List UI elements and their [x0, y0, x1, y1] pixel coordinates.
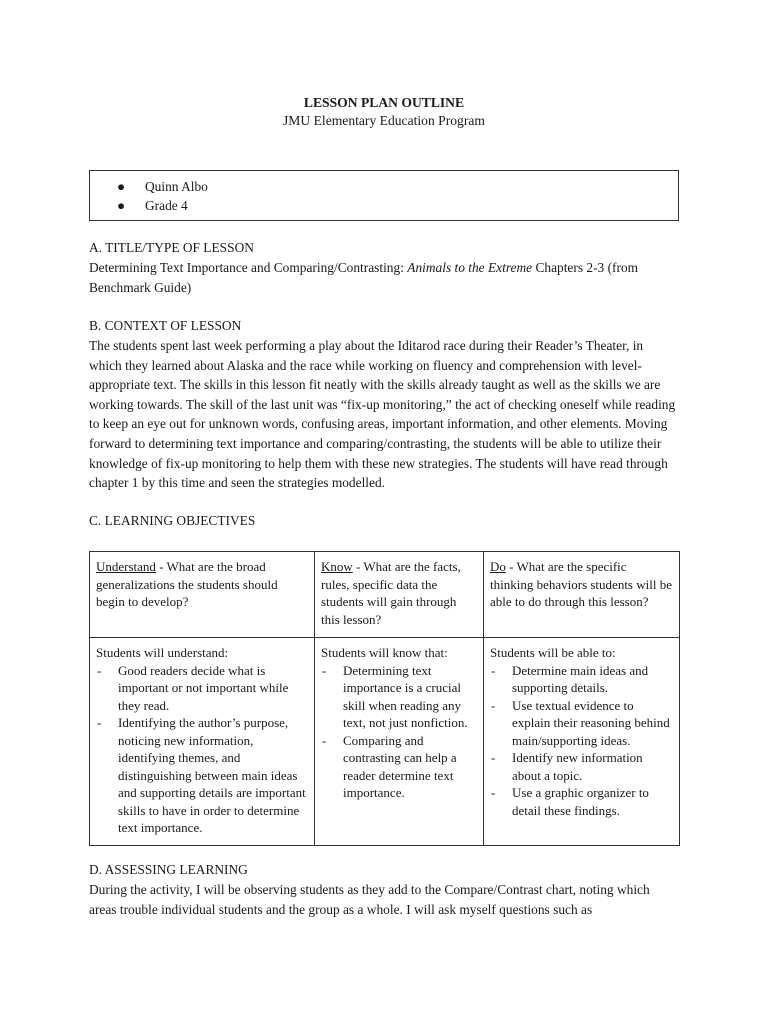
list-item [321, 732, 477, 802]
bullet-icon: ● [117, 179, 126, 194]
dash-icon: - [491, 697, 496, 713]
column-label: Know [321, 559, 353, 574]
list-item [490, 749, 673, 784]
list-item [96, 714, 308, 837]
section-body [89, 258, 679, 297]
info-item-grade [117, 196, 208, 215]
list-item [490, 784, 673, 819]
section-body: During the activity, I will be observing students as they add to the Compare/Contrast chart, noting which areas trouble individual students and the group as a whole. I will ask myself questions such as [89, 882, 650, 917]
list-item [321, 662, 477, 732]
section-heading: C. LEARNING OBJECTIVES [89, 513, 256, 528]
section-title-type [89, 238, 679, 297]
dash-icon: - [322, 662, 327, 678]
bullet-icon: ● [117, 198, 126, 213]
column-label: Understand [96, 559, 156, 574]
header-cell-know [315, 552, 484, 638]
info-item-text: Grade 4 [145, 198, 188, 213]
info-box [89, 170, 679, 221]
column-label: Do [490, 559, 506, 574]
column-question: - What are the broad generalizations the students should begin to develop? [96, 559, 278, 609]
cell-intro: Students will understand: [96, 645, 229, 660]
dash-icon: - [97, 662, 102, 678]
info-item-name [117, 177, 208, 196]
objectives-header-row [90, 552, 680, 638]
section-assessing [89, 860, 679, 919]
objective-list [490, 662, 673, 820]
list-item [490, 662, 673, 697]
list-item-text: Identifying the author’s purpose, noticing new information, identifying themes, and distinguishing between main ideas and supporting details are important skills to have in order to determine text importance. [118, 715, 306, 835]
section-heading: D. ASSESSING LEARNING [89, 862, 248, 877]
info-item-text: Quinn Albo [145, 179, 208, 194]
body-cell-understand [90, 638, 315, 846]
body-cell-do [484, 638, 680, 846]
list-item-text: Use a graphic organizer to detail these findings. [512, 785, 649, 818]
cell-intro: Students will know that: [321, 645, 448, 660]
objective-list [321, 662, 477, 802]
body-text: Determining Text Importance and Comparing/Contrasting: [89, 260, 408, 275]
objectives-table [89, 551, 680, 846]
list-item-text: Identify new information about a topic. [512, 750, 643, 783]
objectives-body-row [90, 638, 680, 846]
section-body: The students spent last week performing a play about the Iditarod race during their Reader’s Theater, in which they learned about Alaska and the race while working on fluency and comprehension with level-appropriate text. The skills in this lesson fit neatly with the skills already taught as well as the skills we are working towards. The skill of the last unit was “fix-up monitoring,” the act of checking oneself while reading to keep an eye out for unknown words, confusing areas, important information, and other elements. Moving forward to determining text importance and comparing/contrasting, the students will be able to utilize their knowledge of fix-up monitoring to help them with these new strategies. The students will have read through chapter 1 by this time and seen the strategies modelled. [89, 338, 676, 491]
dash-icon: - [322, 732, 327, 748]
cell-intro: Students will be able to: [490, 645, 616, 660]
list-item-text: Good readers decide what is important or not important while they read. [118, 662, 289, 713]
body-cell-know [315, 638, 484, 846]
list-item-text: Use textual evidence to explain their reasoning behind main/supporting ideas. [512, 697, 670, 748]
list-item [490, 697, 673, 750]
body-text: Chapters 2-3 (from Benchmark Guide) [89, 260, 639, 295]
dash-icon: - [491, 662, 496, 678]
dash-icon: - [491, 750, 496, 765]
section-context [89, 316, 679, 493]
objective-list [96, 662, 308, 837]
list-item [96, 662, 308, 715]
book-title: Animals to the Extreme [407, 260, 533, 275]
dash-icon: - [97, 715, 102, 730]
list-item-text: Determine main ideas and supporting details. [512, 662, 649, 695]
header-cell-do [484, 552, 680, 638]
column-question: - What are the specific thinking behaviors students will be able to do through this lesson? [490, 559, 672, 609]
header-cell-understand [90, 552, 315, 638]
section-heading: B. CONTEXT OF LESSON [89, 318, 242, 333]
column-question: - What are the facts, rules, specific data the students will gain through this lesson? [321, 559, 461, 627]
page-subtitle: JMU Elementary Education Program [283, 113, 485, 128]
list-item-text: Determining text importance is a crucial skill when reading any text, not just nonfiction. [343, 662, 468, 730]
page-title: LESSON PLAN OUTLINE [303, 95, 465, 110]
section-heading: A. TITLE/TYPE OF LESSON [89, 240, 254, 255]
section-objectives [89, 511, 679, 531]
dash-icon: - [491, 785, 496, 800]
info-list [117, 177, 208, 215]
list-item-text: Comparing and contrasting can help a reader determine text importance. [343, 732, 457, 800]
